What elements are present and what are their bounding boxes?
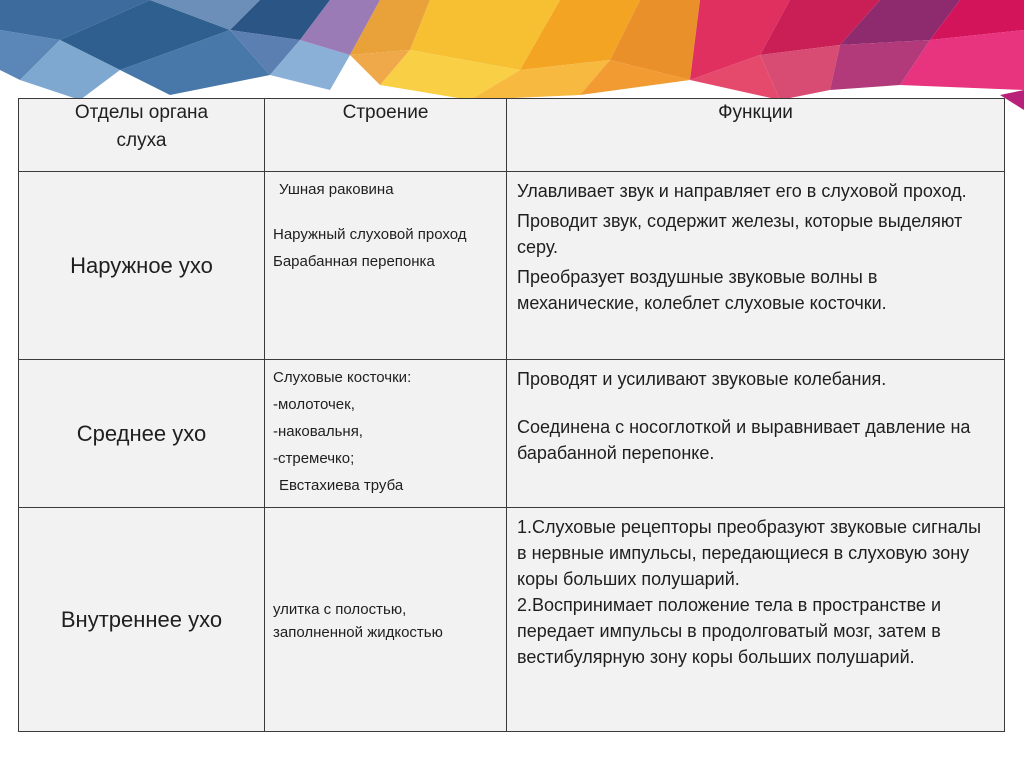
functions-inner-ear <box>507 508 1005 732</box>
structure-item: Евстахиева труба <box>279 477 404 494</box>
section-inner-ear: Внутреннее ухо <box>19 508 265 732</box>
structure-item: Барабанная перепонка <box>273 253 435 270</box>
function-item: Преобразует воздушные звуковые волны в механические, колеблет слуховые косточки. <box>517 267 887 313</box>
table-row-middle-ear <box>19 360 1005 508</box>
structure-item: -стремечко; <box>273 450 355 467</box>
section-middle-ear: Среднее ухо <box>19 360 265 508</box>
structure-middle-ear <box>265 360 507 508</box>
structure-item: Ушная раковина <box>279 181 394 198</box>
section-outer-ear: Наружное ухо <box>19 172 265 360</box>
structure-item: -молоточек, <box>273 396 355 413</box>
structure-inner-ear <box>265 508 507 732</box>
header-sections: Отделы органа слуха <box>19 99 265 172</box>
function-item: 2.Воспринимает положение тела в пространстве и передает импульсы в продолговатый мозг, затем в вестибулярную зону коры больших полушарий. <box>517 595 941 667</box>
structure-item: -наковальня, <box>273 423 363 440</box>
function-item: Улавливает звук и направляет его в слуховой проход. <box>517 181 967 201</box>
structure-item: Слуховые косточки: <box>273 369 412 386</box>
function-item: Соединена с носоглоткой и выравнивает давление на барабанной перепонке. <box>517 417 971 463</box>
structure-item: улитка с полостью, заполненной жидкостью <box>273 600 443 641</box>
table-header-row <box>19 99 1005 172</box>
ear-structure-table <box>18 98 1005 732</box>
table-row-outer-ear <box>19 172 1005 360</box>
table-row-inner-ear <box>19 508 1005 732</box>
header-functions: Функции <box>507 99 1005 172</box>
functions-outer-ear <box>507 172 1005 360</box>
structure-outer-ear <box>265 172 507 360</box>
structure-item: Наружный слуховой проход <box>273 226 467 243</box>
functions-middle-ear <box>507 360 1005 508</box>
decorative-polygon-banner <box>0 0 1024 110</box>
header-structure: Строение <box>265 99 507 172</box>
function-item: 1.Слуховые рецепторы преобразуют звуковые сигналы в нервные импульсы, передающиеся в слуховую зону коры больших полушарий. <box>517 517 982 589</box>
function-item: Проводит звук, содержит железы, которые выделяют серу. <box>517 211 963 257</box>
function-item: Проводят и усиливают звуковые колебания. <box>517 369 887 389</box>
